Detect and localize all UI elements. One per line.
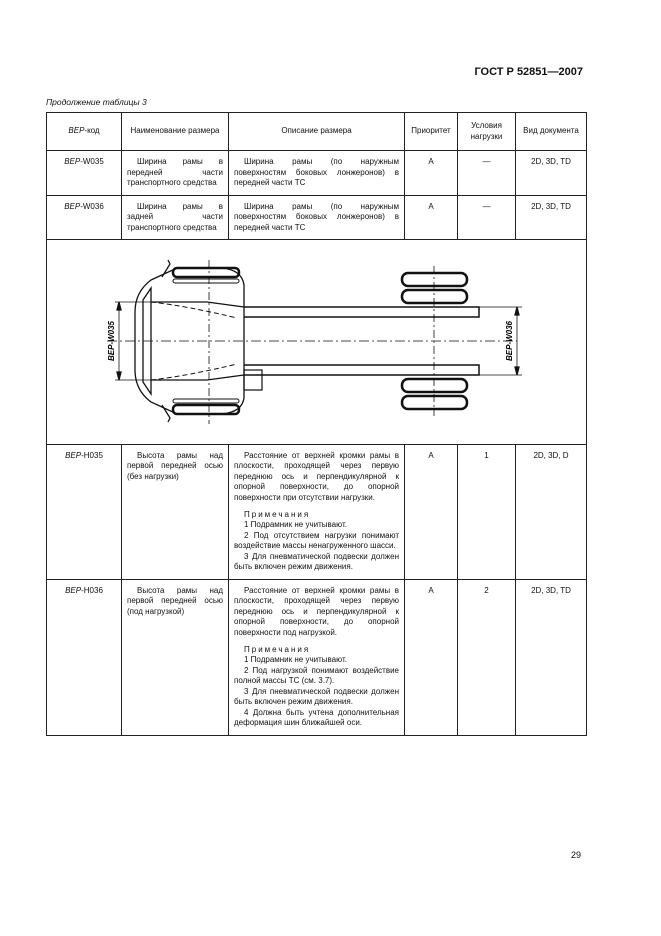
col-load-header: Условия нагрузки <box>458 113 516 151</box>
notes-heading: Примечания <box>244 644 311 654</box>
row-code: BEP-W035 <box>47 151 122 196</box>
table-row <box>47 579 587 735</box>
note-item: 1 Подрамник не учитывают. <box>244 655 347 665</box>
row-description-cell <box>229 579 405 735</box>
row-name: Высота рамы над первой передней осью (под нагрузкой) <box>122 579 229 735</box>
figure-row <box>47 240 587 445</box>
row-description-cell <box>229 444 405 579</box>
table-row <box>47 151 587 196</box>
row-doc: 2D, 3D, TD <box>516 579 587 735</box>
row-description: Ширина рамы (по наружным поверхностям боковых лонжеронов) в передней части ТС <box>229 195 405 240</box>
note-item: 3 Для пневматической подвески должен быть включен режим движения. <box>234 686 399 707</box>
col-doc-header: Вид документа <box>516 113 587 151</box>
row-name: Ширина рамы в передней части транспортного средства <box>122 151 229 196</box>
row-load: 1 <box>458 444 516 579</box>
note-item: 3 Для пневматической подвески должен быть включен режим движения. <box>234 551 399 572</box>
row-load: — <box>458 195 516 240</box>
frame-width-figure <box>47 240 587 445</box>
row-priority: A <box>405 195 458 240</box>
table-header-row <box>47 113 587 151</box>
row-doc: 2D, 3D, TD <box>516 151 587 196</box>
row-code: BEP-H035 <box>47 444 122 579</box>
col-description-header: Описание размера <box>229 113 405 151</box>
col-priority-header: Приоритет <box>405 113 458 151</box>
mirror-right <box>162 260 170 277</box>
row-description: Ширина рамы (по наружным поверхностям боковых лонжеронов) в передней части ТС <box>229 151 405 196</box>
note-item: 2 Под отсутствием нагрузки понимают воздействие массы ненагруженного шасси. <box>234 530 399 551</box>
front-width-label: BEP-W035 <box>107 321 116 362</box>
table-caption: Продолжение таблицы 3 <box>46 97 147 107</box>
row-doc: 2D, 3D, TD <box>516 195 587 240</box>
table-row <box>47 195 587 240</box>
note-item: 2 Под нагрузкой понимают воздействие полной массы ТС (см. 3.7). <box>234 665 399 686</box>
standard-designation: ГОСТ Р 52851—2007 <box>474 66 583 78</box>
note-item: 4 Должна быть учтена дополнительная деформация шин ближайшей оси. <box>234 707 399 728</box>
page-number: 29 <box>570 850 581 860</box>
row-load: 2 <box>458 579 516 735</box>
mirror-left <box>162 405 170 422</box>
row-doc: 2D, 3D, D <box>516 444 587 579</box>
table-row <box>47 444 587 579</box>
row-name: Ширина рамы в задней части транспортного средства <box>122 195 229 240</box>
truck-frame-top-view <box>47 240 585 440</box>
row-priority: A <box>405 444 458 579</box>
row-code: BEP-H036 <box>47 579 122 735</box>
row-load: — <box>458 151 516 196</box>
note-item: 1 Подрамник не учитывают. <box>244 520 347 530</box>
notes-heading: Примечания <box>244 509 311 519</box>
rear-width-label: BEP-W036 <box>505 321 514 362</box>
row-priority: A <box>405 579 458 735</box>
row-code: BEP-W036 <box>47 195 122 240</box>
row-name: Высота рамы над первой передней осью (без нагрузки) <box>122 444 229 579</box>
row-description: Расстояние от верхней кромки рамы в плоскости, проходящей через первую переднюю ось и перпендикулярной к опорной поверхности, до опорной поверхности под нагрузкой. <box>234 585 399 638</box>
row-priority: A <box>405 151 458 196</box>
col-name-header: Наименование размера <box>122 113 229 151</box>
row-description: Расстояние от верхней кромки рамы в плоскости, проходящей через первую переднюю ось и перпендикулярной к опорной поверхности, до опорной поверхности при отсутствии нагрузки. <box>234 450 399 503</box>
dimensions-table <box>46 112 587 736</box>
col-code-header: BEP-код <box>47 113 122 151</box>
